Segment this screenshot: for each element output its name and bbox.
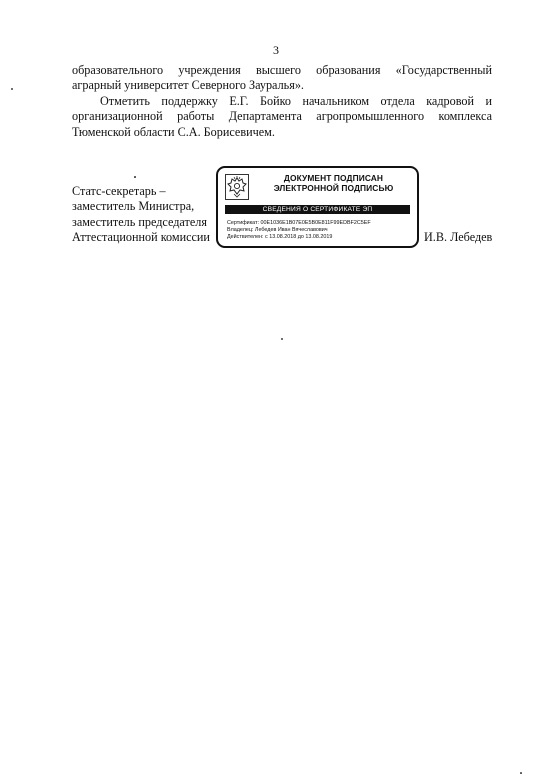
electronic-signature-stamp — [216, 166, 419, 248]
signer-name: И.В. Лебедев — [424, 230, 493, 244]
document-body — [72, 63, 492, 140]
certificate-owner: Владелец: Лебедев Иван Вячеславович — [227, 227, 328, 234]
signer-position — [72, 184, 210, 246]
certificate-details — [227, 220, 371, 242]
coat-of-arms-icon — [225, 174, 249, 200]
body-paragraph-2: Отметить поддержку Е.Г. Бойко начальником отдела кадровой и организационной работы Департамента агропромышленного комплекса Тюменской области С.А. Борисевичем. — [72, 93, 492, 139]
stamp-title — [256, 173, 411, 193]
signer-position-line: заместитель председателя — [72, 214, 207, 229]
scan-speck — [134, 176, 136, 178]
stamp-title-line-2: ЭЛЕКТРОННОЙ ПОДПИСЬЮ — [273, 183, 394, 193]
signer-position-line: заместитель Министра, — [72, 199, 195, 214]
certificate-header: СВЕДЕНИЯ О СЕРТИФИКАТЕ ЭП — [225, 205, 410, 214]
signer-position-line: Аттестационной комиссии — [72, 230, 210, 245]
certificate-validity: Действителен: с 13.08.2018 до 13.08.2019 — [227, 234, 333, 241]
stamp-title-line-1: ДОКУМЕНТ ПОДПИСАН — [283, 173, 384, 183]
scan-speck — [11, 88, 13, 90]
body-paragraph-1: образовательного учреждения высшего образования «Государственный аграрный университет Северного Зауралья». — [72, 63, 492, 93]
scan-speck — [520, 772, 522, 774]
certificate-number: Сертификат: 00E1036E1B07E0E5B0E811F99EDBF2C5EF — [227, 220, 371, 226]
signer-position-line: Статс-секретарь – — [72, 184, 166, 198]
scan-speck — [281, 338, 283, 340]
page-number: 3 — [273, 43, 279, 57]
